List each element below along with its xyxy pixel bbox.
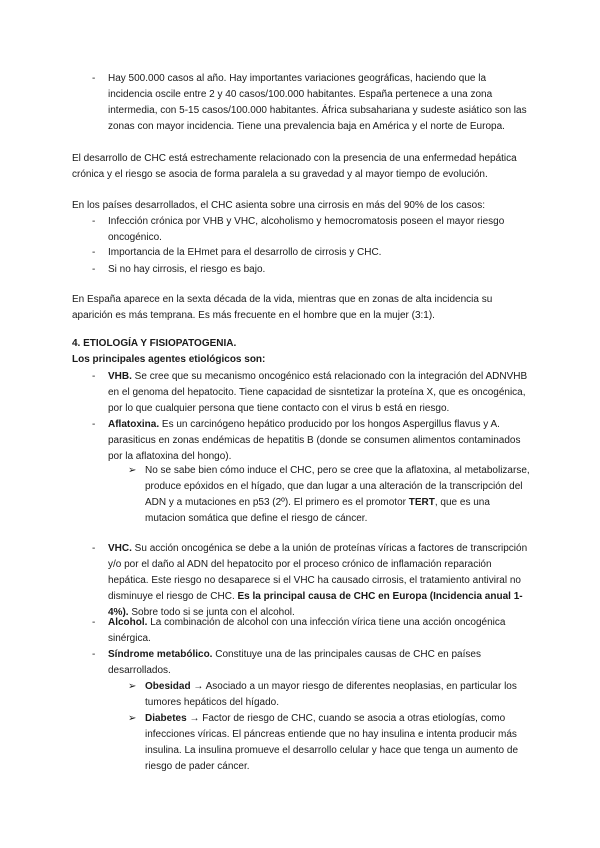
list-item-text: Si no hay cirrosis, el riesgo es bajo. — [108, 264, 266, 275]
list-item — [92, 262, 532, 278]
bullet-dash: - — [92, 419, 96, 430]
sub-item-description: → Factor de riesgo de CHC, cuando se asocia a otras etiologías, como infecciones víricas. El páncreas entiende que no hay insulina e intenta producir más insulina. La insulina promueve el desarrollo celular y hace que tenga un aumento de riesgo de pader cáncer. — [145, 713, 519, 772]
sub-item-text — [145, 463, 532, 527]
sub-item-text-b: , que es una mutacion somática que define el riesgo de cáncer. — [145, 497, 490, 524]
agent-text — [108, 369, 532, 417]
agent-label: VHC. — [108, 543, 132, 554]
paragraph: El desarrollo de CHC está estrechamente relacionado con la presencia de una enfermedad hepática crónica y el riesgo se asocia de forma paralela a su gravedad y al mayor tiempo de evolución. — [72, 153, 517, 180]
agent-description-tail: Sobre todo si se junta con el alcohol. — [128, 607, 295, 618]
agent-text — [108, 541, 532, 621]
agent-item-vhb — [92, 369, 532, 417]
agent-text — [108, 417, 532, 465]
paragraph: En España aparece en la sexta década de la vida, mientras que en zonas de alta incidencia su aparición es más temprana. Es más frecuente en el hombre que en la mujer (3:1). — [72, 294, 493, 321]
sub-item-label: Obesidad — [145, 681, 191, 692]
sub-item-bold: TERT — [408, 497, 435, 508]
agent-description: La combinación de alcohol con una infección vírica tiene una acción oncogénica sinérgica. — [108, 617, 506, 644]
agent-item-sindrome-metabolico — [92, 647, 532, 679]
agent-label: Aflatoxina. — [108, 419, 160, 430]
bullet-dash: - — [92, 73, 96, 84]
paragraph: En los países desarrollados, el CHC asienta sobre una cirrosis en más del 90% de los casos: — [72, 200, 485, 211]
agent-bold-statement: Es la principal causa de CHC en Europa (Incidencia anual 1-4%). — [108, 591, 523, 618]
agent-description: Su acción oncogénica se debe a la unión de proteínas víricas a factores de transcripción y/o por el daño al ADN del hepatocito por el proceso crónico de inflamación reparación hepática. Este riesgo no desaparece si el VHC ha causado cirrosis, el tratamiento antiviral no disminuye el riesgo de CHC. — [108, 543, 528, 602]
agent-description: Se cree que su mecanismo oncogénico está relacionado con la integración del ADNVHB en el genoma del hepatocito. Tiene capacidad de sisntetizar la proteína X, que es oncogénica, por lo que cualquier persona que tiene contacto con el virus b está en riesgo. — [108, 371, 528, 414]
subheading-text: Los principales agentes etiológicos son: — [72, 354, 266, 365]
list-item-text: Infección crónica por VHB y VHC, alcoholismo y hemocromatosis poseen el mayor riesgo oncogénico. — [108, 216, 505, 243]
list-item — [92, 214, 532, 246]
agent-item-vhc — [92, 541, 532, 621]
agent-label: Síndrome metabólico. — [108, 649, 213, 660]
bullet-dash: - — [92, 216, 96, 227]
sub-item-text — [145, 711, 532, 775]
arrow-bullet-icon: ➢ — [128, 713, 137, 724]
list-item-text: Importancia de la EHmet para el desarrollo de cirrosis y CHC. — [108, 247, 382, 258]
sub-item — [128, 679, 532, 711]
section-heading — [72, 336, 532, 352]
bullet-dash: - — [92, 371, 96, 382]
section-heading-text: 4. ETIOLOGÍA Y FISIOPATOGENIA. — [72, 338, 237, 349]
list-item — [92, 71, 532, 137]
list-item-text: Hay 500.000 casos al año. Hay importantes variaciones geográficas, haciendo que la incidencia oscile entre 2 y 40 casos/100.000 habitantes. España pertenece a una zona intermedia, con 5-15 casos/100.000 habitantes. África subsahariana y sudeste asiático son las zonas con mayor incidencia. Tiene una prevalencia baja en América y el norte de Europa. — [108, 73, 527, 132]
list-item — [92, 245, 532, 261]
arrow-bullet-icon: ➢ — [128, 465, 137, 476]
bullet-dash: - — [92, 264, 96, 275]
agent-description: Constituye una de las principales causas de CHC en países desarrollados. — [108, 649, 481, 676]
sub-item-description: → Asociado a un mayor riesgo de diferentes neoplasias, en particular los tumores hepáticos del hígado. — [145, 681, 517, 708]
agent-text — [108, 647, 532, 679]
sub-item-text-a: No se sabe bien cómo induce el CHC, pero se cree que la aflatoxina, al metabolizarse, produce epóxidos en el hígado, que dan lugar a una alteración de la transcripción del ADN y a mutaciones en p53 (2º). El primero es el promotor — [145, 465, 530, 508]
sub-item-text — [145, 679, 532, 711]
sub-item — [128, 711, 532, 775]
bullet-dash: - — [92, 617, 96, 628]
arrow-bullet-icon: ➢ — [128, 681, 137, 692]
bullet-dash: - — [92, 247, 96, 258]
sub-item — [128, 463, 532, 527]
agent-text — [108, 615, 532, 647]
agent-label: Alcohol. — [108, 617, 148, 628]
bullet-dash: - — [92, 543, 96, 554]
agent-label: VHB. — [108, 371, 132, 382]
sub-item-label: Diabetes — [145, 713, 187, 724]
agent-description: Es un carcinógeno hepático producido por los hongos Aspergillus flavus y A. parasiticus en zonas endémicas de hepatitis B (donde se consumen alimentos contaminados por la aflatoxina del hongo). — [108, 419, 521, 462]
agent-item-alcohol — [92, 615, 532, 647]
subheading — [72, 352, 532, 368]
bullet-dash: - — [92, 649, 96, 660]
agent-item-aflatoxina — [92, 417, 532, 465]
